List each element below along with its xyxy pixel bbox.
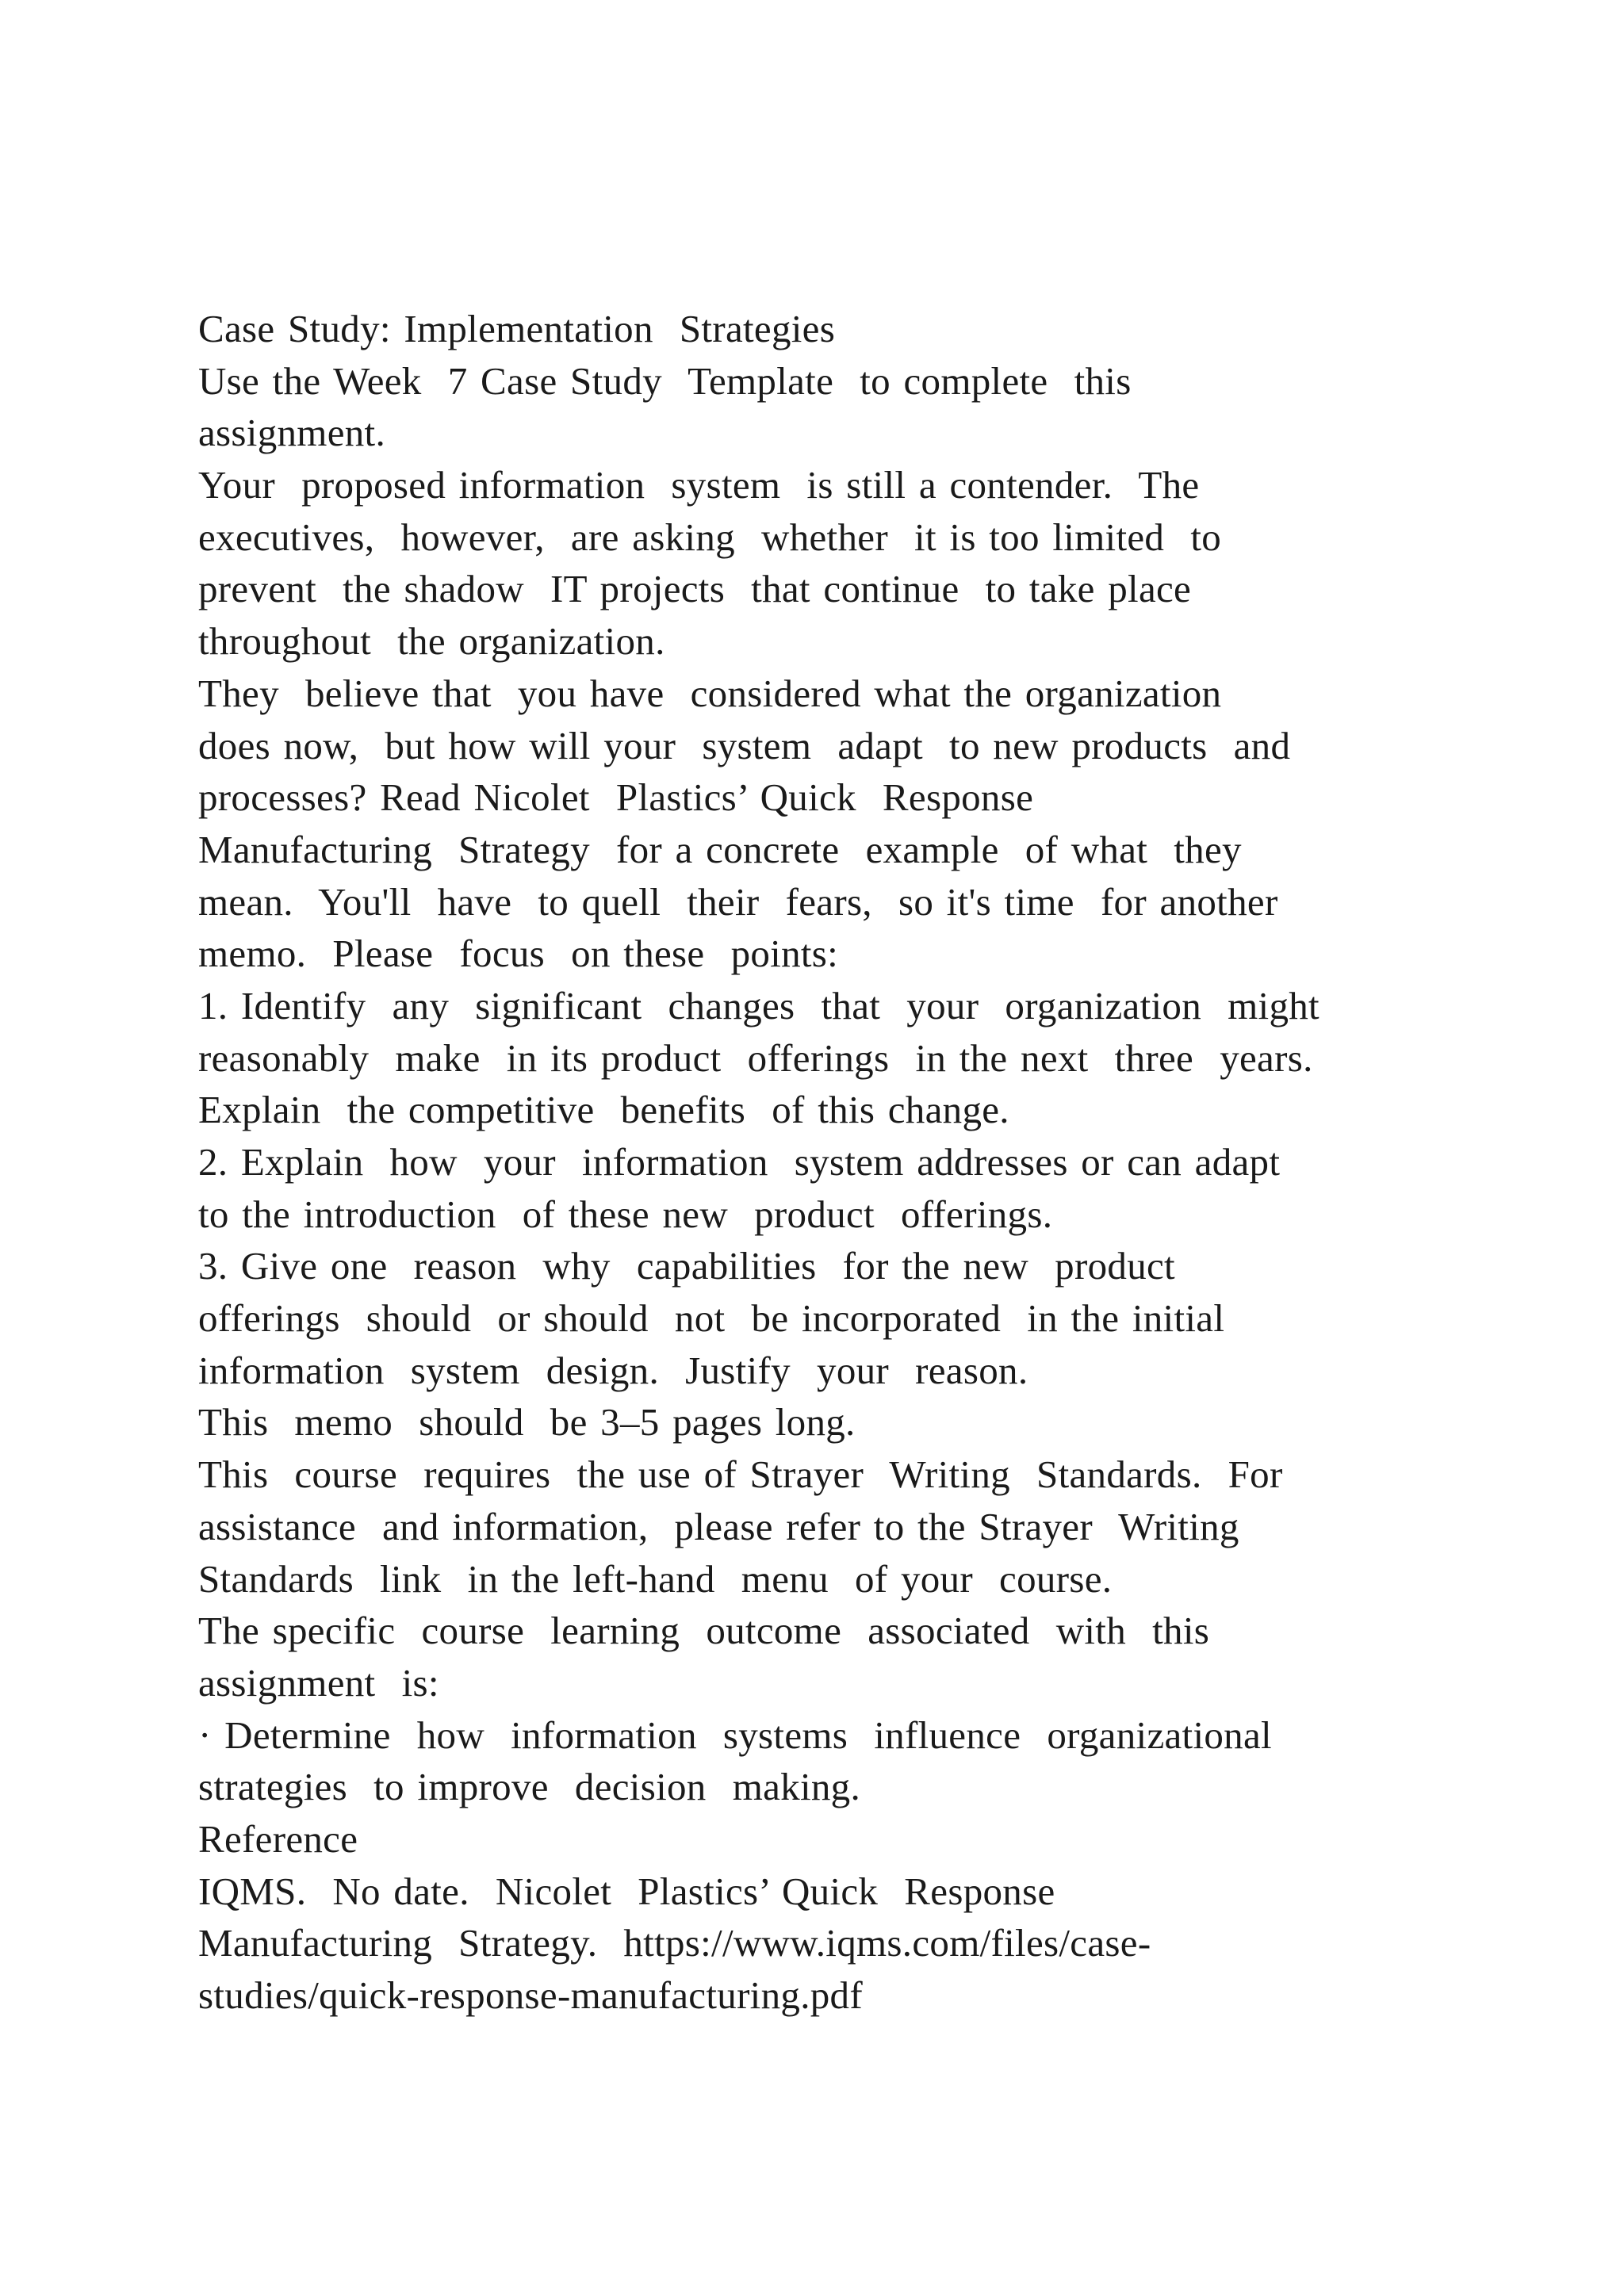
text-line: This memo should be 3–5 pages long. (198, 1400, 856, 1445)
list-item-3: 3. Give one reason why capabilities for the new product (198, 1244, 1175, 1288)
text-line: Explain the competitive benefits of this change. (198, 1088, 1009, 1132)
text-line: Standards link in the left-hand menu of your course. (198, 1556, 1113, 1601)
bullet-item: · Determine how information systems influence organizational (198, 1712, 1272, 1757)
text-line: assignment is: (198, 1660, 439, 1705)
text-line: assistance and information, please refer to the Strayer Writing (198, 1504, 1239, 1548)
text-line: Your proposed information system is still a contender. The (198, 463, 1200, 507)
text-line: Use the Week 7 Case Study Template to complete this (198, 358, 1132, 403)
reference-entry: Manufacturing Strategy. https://www.iqms.com/files/case- (198, 1921, 1151, 1965)
text-line: The specific course learning outcome associated with this (198, 1609, 1210, 1653)
text-line: does now, but how will your system adapt to new products and (198, 723, 1291, 767)
text-line: processes? Read Nicolet Plastics’ Quick Response (198, 775, 1034, 820)
text-line: throughout the organization. (198, 619, 665, 664)
document-title: Case Study: Implementation Strategies (198, 307, 836, 350)
text-line: reasonably make in its product offerings in the next three years. (198, 1035, 1313, 1080)
text-line: strategies to improve decision making. (198, 1765, 861, 1809)
list-item-2: 2. Explain how your information system addresses or can adapt (198, 1140, 1281, 1184)
text-line: mean. You'll have to quell their fears, so it's time for another (198, 879, 1278, 924)
text-line: memo. Please focus on these points: (198, 932, 839, 976)
reference-entry: IQMS. No date. Nicolet Plastics’ Quick Response (198, 1869, 1055, 1913)
document-body (198, 303, 1562, 2022)
text-line: prevent the shadow IT projects that continue to take place (198, 567, 1192, 611)
text-line: This course requires the use of Strayer Writing Standards. For (198, 1452, 1283, 1497)
text-line: offerings should or should not be incorporated in the initial (198, 1296, 1225, 1341)
reference-heading: Reference (198, 1816, 358, 1861)
text-line: assignment. (198, 411, 386, 455)
text-line: information system design. Justify your reason. (198, 1348, 1028, 1392)
text-line: Manufacturing Strategy for a concrete example of what they (198, 827, 1242, 871)
reference-url: studies/quick-response-manufacturing.pdf (198, 1973, 863, 2017)
text-line: They believe that you have considered what the organization (198, 671, 1222, 715)
list-item-1: 1. Identify any significant changes that your organization might (198, 983, 1320, 1027)
text-line: executives, however, are asking whether it is too limited to (198, 515, 1222, 559)
text-line: to the introduction of these new product offerings. (198, 1192, 1053, 1236)
